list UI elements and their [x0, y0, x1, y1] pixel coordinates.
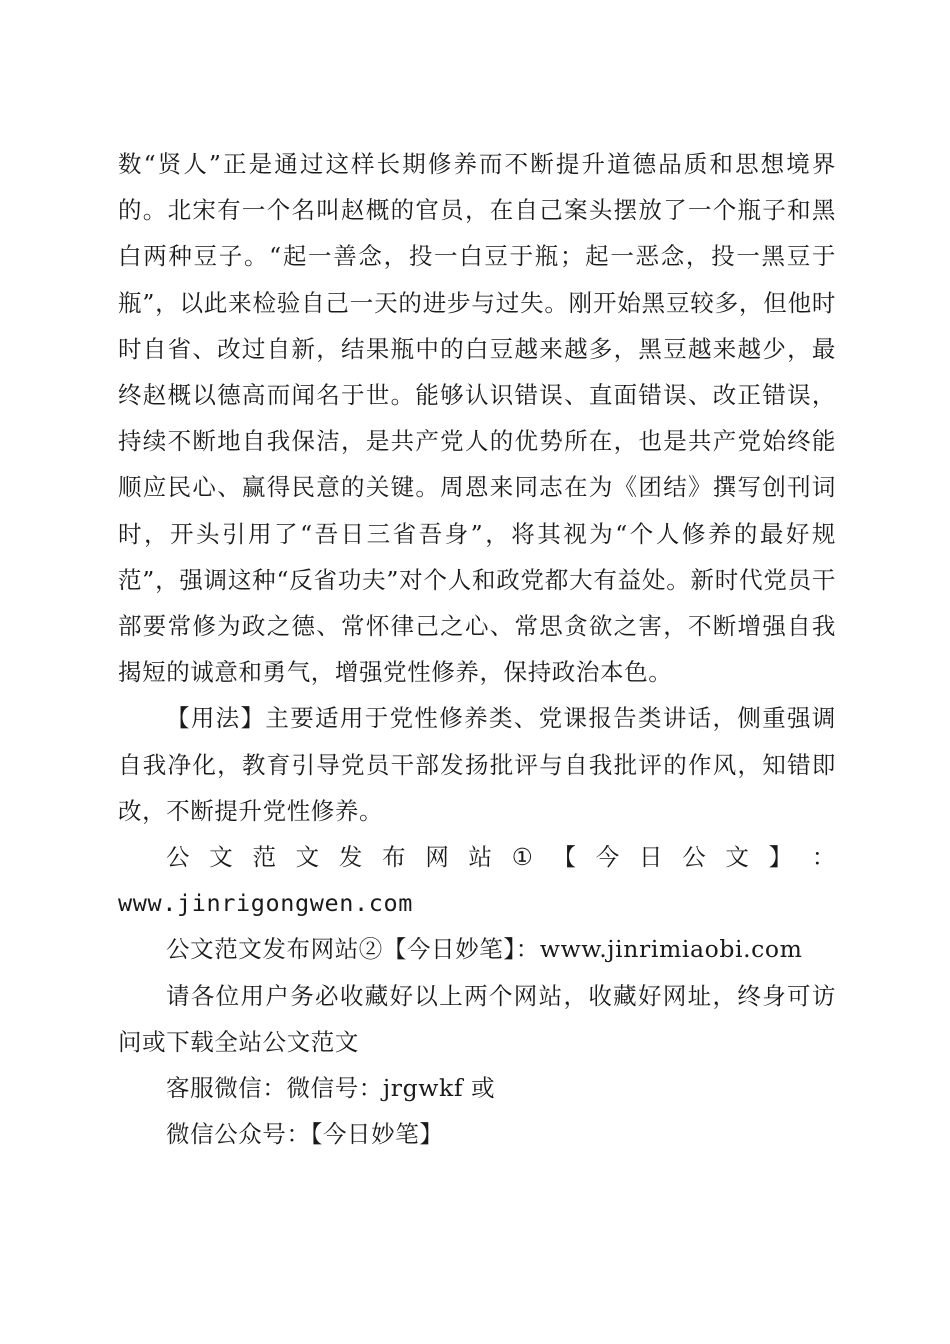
customer-service-line: 客服微信：微信号：jrgwkf 或: [166, 1074, 496, 1103]
site2-line: 公文范文发布网站②【今日妙笔】：www.jinrimiaobi.com: [166, 935, 803, 964]
site1-label: 公 文 范 文 发 布 网 站 ① 【 今 日 公 文 】 ：: [166, 843, 836, 872]
site1-label-line: [118, 834, 836, 880]
official-account-line: 微信公众号：【今日妙笔】: [166, 1120, 444, 1149]
usage-paragraph: 【用法】主要适用于党性修养类、党课报告类讲话，侧重强调自我净化，教育引导党员干部发扬批评与自我批评的作风，知错即改，不断提升党性修养。: [118, 704, 836, 825]
body-paragraph-1: 数“贤人”正是通过这样长期修养而不断提升道德品质和思想境界的。北宋有一个名叫赵概的官员，在自己案头摆放了一个瓶子和黑白两种豆子。“起一善念，投一白豆于瓶；起一恶念，投一黑豆于瓶”，以此来检验自己一天的进步与过失。刚开始黑豆较多，但他时时自省、改过自新，结果瓶中的白豆越来越多，黑豆越来越少，最终赵概以德高而闻名于世。能够认识错误、直面错误、改正错误，持续不断地自我保洁，是共产党人的优势所在，也是共产党始终能顺应民心、赢得民意的关键。周恩来同志在为《团结》撰写创刊词时，开头引用了“吾日三省吾身”，将其视为“个人修养的最好规范”，强调这种“反省功夫”对个人和政党都大有益处。新时代党员干部要常修为政之德、常怀律己之心、常思贪欲之害，不断增强自我揭短的诚意和勇气，增强党性修养，保持政治本色。: [118, 150, 836, 687]
site1-url[interactable]: www.jinrigongwen.com: [118, 889, 413, 918]
notice-paragraph: 请各位用户务必收藏好以上两个网站，收藏好网址，终身可访问或下载全站公文范文: [118, 981, 836, 1056]
document-page: [118, 141, 836, 1157]
